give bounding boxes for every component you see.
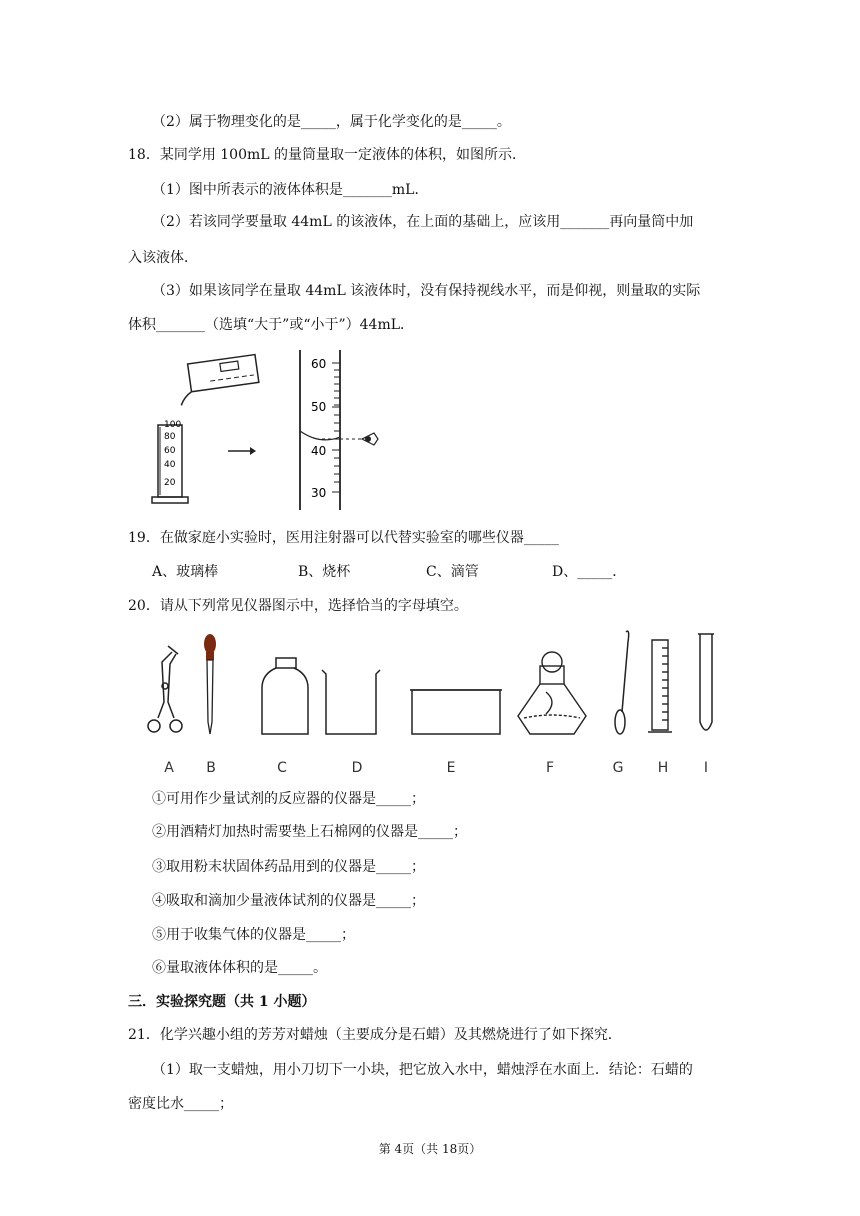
big-tick-40: 40 — [311, 444, 327, 458]
label-g: G — [612, 760, 624, 776]
small-tick-100: 100 — [164, 420, 182, 430]
medicine-spoon-icon — [615, 631, 629, 734]
q19-option-c: C、滴管 — [426, 564, 479, 580]
q18-part2: （2）若该同学要量取 44mL 的该液体，在上面的基础上，应该用_______再向量筒中加 — [152, 214, 694, 230]
figure-18 — [140, 345, 400, 515]
q18-stem: 18．某同学用 100mL 的量筒量取一定液体的体积，如图所示． — [128, 147, 527, 163]
q20-item2: ②用酒精灯加热时需要垫上石棉网的仪器是_____； — [152, 824, 467, 840]
big-tick-60: 60 — [311, 357, 327, 371]
big-tick-30: 30 — [311, 486, 327, 500]
big-tick-50: 50 — [311, 400, 327, 414]
q20-item4: ④吸取和滴加少量液体试剂的仪器是_____； — [152, 893, 425, 909]
label-a: A — [164, 760, 174, 776]
small-tick-40: 40 — [164, 460, 176, 470]
water-trough-icon — [410, 690, 502, 734]
page-footer: 第 4页（共 18页） — [378, 1142, 482, 1156]
label-c: C — [277, 760, 287, 776]
section-heading: 三．实验探究题（共 1 小题） — [128, 994, 316, 1010]
label-h: H — [657, 760, 669, 776]
alcohol-lamp-icon — [518, 652, 586, 734]
graduated-cylinder-icon — [648, 640, 672, 732]
q19-option-b: B、烧杯 — [298, 564, 351, 580]
q20-item6: ⑥量取液体体积的是_____。 — [152, 960, 327, 976]
q18-part3-cont: 体积_______（选填“大于”或“小于”）44mL． — [128, 317, 415, 333]
q18-part2-cont: 入该液体． — [128, 250, 198, 266]
q18-part3: （3）如果该同学在量取 44mL 该液体时，没有保持视线水平，而是仰视，则量取的实际 — [152, 283, 701, 299]
dropper-icon — [204, 634, 216, 734]
pouring-beaker-icon — [176, 355, 261, 406]
large-cylinder-scale-icon — [300, 350, 362, 510]
q18-part1: （1）图中所表示的液体体积是_______mL． — [152, 182, 429, 198]
figure-20 — [140, 622, 740, 747]
q20-item3: ③取用粉末状固体药品用到的仪器是_____； — [152, 859, 425, 875]
q19-option-a: A、玻璃棒 — [152, 564, 219, 580]
q20-stem: 20．请从下列常见仪器图示中，选择恰当的字母填空。 — [128, 598, 468, 614]
label-b: B — [206, 760, 216, 776]
crucible-tongs-icon — [148, 646, 182, 732]
q17-part2: （2）属于物理变化的是_____，属于化学变化的是_____。 — [152, 114, 511, 130]
beaker-icon — [322, 670, 380, 734]
eye-icon — [362, 433, 378, 445]
label-f: F — [545, 760, 555, 776]
label-d: D — [351, 760, 363, 776]
test-tube-icon — [698, 634, 714, 730]
q21-stem: 21．化学兴趣小组的芳芳对蜡烛（主要成分是石蜡）及其燃烧进行了如下探究． — [128, 1027, 622, 1043]
q21-part1: （1）取一支蜡烛，用小刀切下一小块，把它放入水中，蜡烛浮在水面上．结论：石蜡的 — [152, 1062, 693, 1078]
small-tick-20: 20 — [164, 478, 176, 488]
small-tick-80: 80 — [164, 432, 176, 442]
q19-option-d: D、_____． — [552, 564, 627, 580]
label-i: I — [703, 760, 709, 776]
small-tick-60: 60 — [164, 446, 176, 456]
label-e: E — [446, 760, 456, 776]
q21-part1-cont: 密度比水_____； — [128, 1096, 233, 1112]
reagent-bottle-icon — [262, 658, 308, 734]
q20-item1: ①可用作少量试剂的反应器的仪器是_____； — [152, 791, 425, 807]
q20-item5: ⑤用于收集气体的仪器是_____； — [152, 927, 355, 943]
q19-stem: 19．在做家庭小实验时，医用注射器可以代替实验室的哪些仪器_____ — [128, 530, 559, 546]
